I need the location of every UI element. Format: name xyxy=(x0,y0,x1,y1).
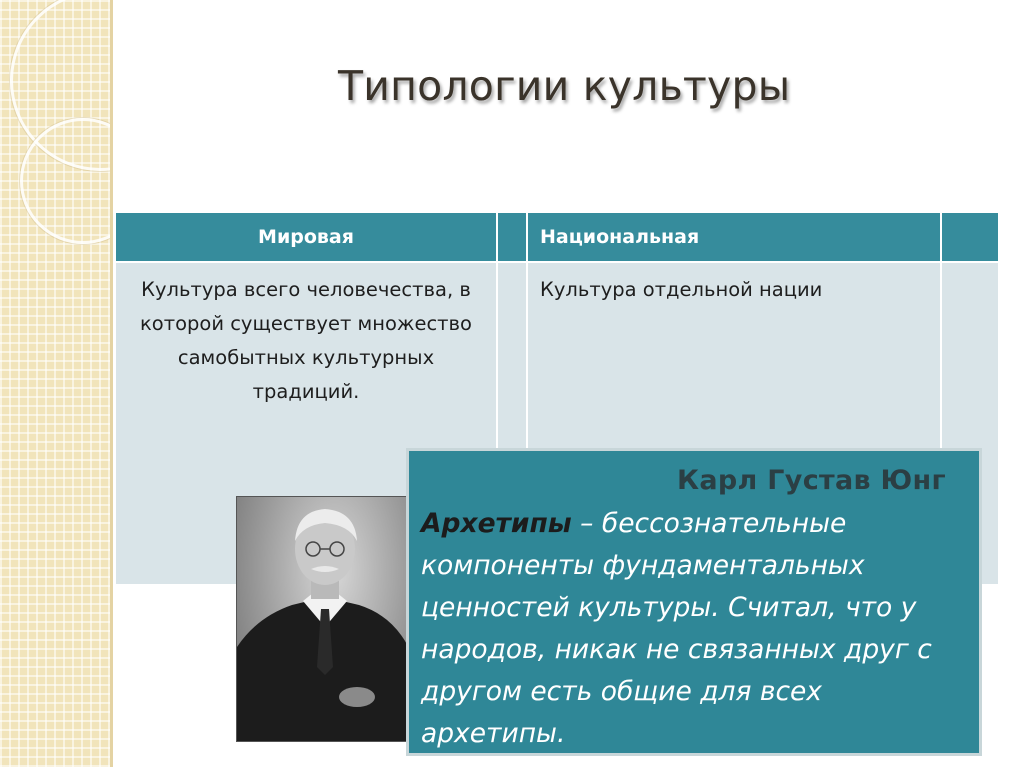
cell-national-description: Культура отдельной нации xyxy=(540,278,823,301)
jung-info-box xyxy=(406,448,982,756)
slide-bottom-edge xyxy=(113,758,1024,767)
person-name: Карл Густав Юнг xyxy=(677,465,946,496)
archetype-definition xyxy=(421,503,969,755)
header-national: Национальная xyxy=(540,226,700,248)
portrait-photo xyxy=(236,496,414,742)
term-archetypes: Архетипы xyxy=(421,508,572,539)
definition-text: – бессознательные компоненты фундаментальных ценностей культуры. Считал, что у народов, никак не связанных друг с другом есть общие для всех архетипы. xyxy=(421,508,932,749)
slide-title: Типологии культуры xyxy=(338,62,791,110)
cell-world-description: Культура всего человечества, в которой существует множество самобытных культурных традиций. xyxy=(140,278,472,403)
table-header-row xyxy=(116,213,998,263)
decorative-strip xyxy=(0,0,110,767)
strip-edge xyxy=(110,0,113,767)
header-world: Мировая xyxy=(258,226,354,248)
